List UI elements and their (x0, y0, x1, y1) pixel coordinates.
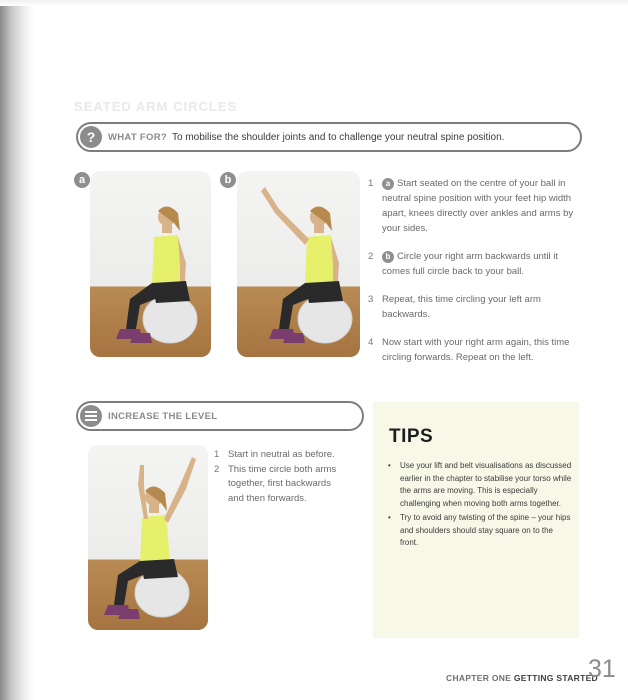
increase-level-steps (214, 448, 349, 506)
level-step-item (214, 448, 349, 463)
level-step-item (214, 463, 349, 507)
chapter-name: CHAPTER ONE (446, 673, 512, 683)
step-number: 2 (368, 251, 374, 262)
book-gutter-shadow (0, 0, 34, 700)
step-text-wrap (382, 176, 583, 236)
step-text: Circle your right arm backwards until it comes full circle back to your ball. (382, 251, 559, 277)
photo-b-label: b (220, 172, 236, 188)
menu-lines-glyph (85, 411, 97, 421)
step-number: 3 (368, 294, 374, 305)
chapter-footer (446, 673, 598, 683)
what-for-banner (76, 122, 582, 152)
chapter-section: GETTING STARTED (513, 673, 598, 683)
step-badge: a (382, 178, 394, 190)
tips-box (373, 402, 579, 638)
what-for-text: To mobilise the shoulder joints and to challenge your neutral spine position. (171, 131, 505, 143)
increase-level-label: INCREASE THE LEVEL (108, 410, 218, 422)
step-text: This time circle both arms together, first backwards and then forwards. (228, 463, 337, 504)
exercise-steps (368, 176, 583, 378)
tips-list (387, 460, 573, 552)
step-item (368, 292, 583, 322)
step-item (368, 335, 583, 365)
section-title: SEATED ARM CIRCLES (74, 99, 238, 114)
menu-lines-icon (80, 405, 102, 427)
tip-item: • Use your lift and belt visualisations as discussed earlier in the chapter to stabilise your torso while the arms are moving. This is especially challenging when moving both arms together. (387, 460, 573, 510)
step-text: Start seated on the centre of your ball in neutral spine position with your feet hip width apart, knees directly over ankles and arms by your sides. (382, 178, 574, 234)
page-top-edge (0, 0, 628, 6)
step-number: 1 (368, 178, 374, 189)
step-number: 1 (214, 449, 220, 460)
step-text: Now start with your right arm again, this time circling forwards. Repeat on the left. (382, 337, 570, 363)
woman-both-arms-raised-illustration (88, 445, 208, 630)
step-text: Repeat, this time circling your left arm backwards. (382, 294, 541, 320)
photo-a-label: a (74, 172, 90, 188)
tips-title: TIPS (389, 426, 434, 447)
what-for-label: WHAT FOR? (108, 131, 167, 143)
step-item (368, 249, 583, 279)
exercise-photo-a (90, 171, 211, 357)
tip-item: • Try to avoid any twisting of the spine – your hips and shoulders should stay square on to the front. (387, 512, 573, 550)
question-mark-icon: ? (80, 126, 102, 148)
page-number: 31 (588, 655, 616, 683)
exercise-photo-b (237, 171, 360, 357)
step-number: 2 (214, 463, 220, 475)
exercise-photo-level (88, 445, 208, 630)
step-number: 4 (368, 337, 374, 348)
step-item (368, 176, 583, 236)
step-text: Start in neutral as before. (228, 449, 335, 460)
woman-arm-raised-illustration (237, 171, 360, 357)
increase-level-banner (76, 401, 364, 431)
step-badge: b (382, 251, 394, 263)
woman-seated-ball-illustration (90, 171, 211, 357)
step-text-wrap (382, 249, 583, 279)
